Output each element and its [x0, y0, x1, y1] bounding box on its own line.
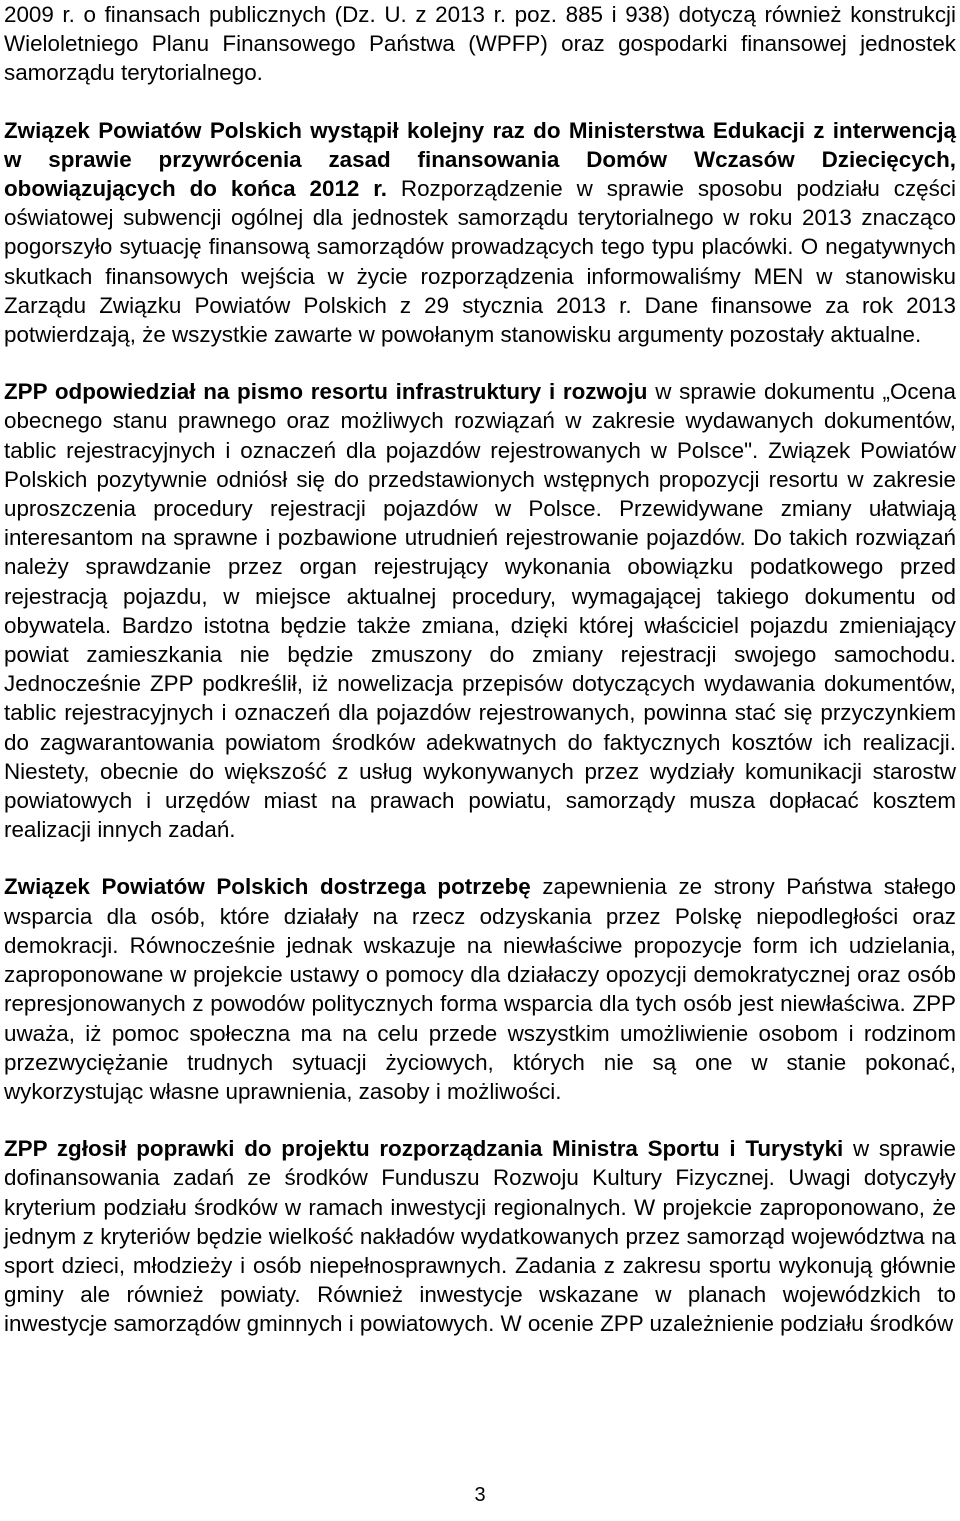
paragraph-rejestracja-pojazdow — [4, 377, 956, 844]
paragraph-text: Rozporządzenie w sprawie sposobu podziału części oświatowej subwencji ogólnej dla jednostek samorządu terytorialnego w roku 2013 znacząco pogorszyło sytuację finansową samorządów prowadzących tego typu placówki. O negatywnych skutkach finansowych wejścia w życie rozporządzenia informowaliśmy MEN w stanowisku Zarządu Związku Powiatów Polskich z 29 stycznia 2013 r. Dane finansowe za rok 2013 potwierdzają, że wszystkie zawarte w powołanym stanowisku argumenty pozostały aktualne. — [4, 176, 956, 348]
paragraph-lead: ZPP zgłosił poprawki do projektu rozporządzania Ministra Sportu i Turystyki — [4, 1136, 844, 1162]
page-number: 3 — [474, 1484, 486, 1506]
paragraph-sport-turystyka — [4, 1134, 956, 1338]
paragraph-opozycja-demokratyczna — [4, 872, 956, 1106]
paragraph-text: w sprawie dofinansowania zadań ze środków Funduszu Rozwoju Kultury Fizycznej. Uwagi dotyczyły kryterium podziału środków w ramach inwestycji regionalnych. W projekcie zaproponowano, że jednym z kryteriów będzie wielkość nakładów wydatkowanych przez samorząd województwa na sport dzieci, młodzieży i osób niepełnosprawnych. Zadania z zakresu sportu wykonują głównie gminy ale również powiaty. Również inwestycje wskazane w planach wojewódzkich to inwestycje samorządów gminnych i powiatowych. W ocenie ZPP uzależnienie podziału środków — [4, 1136, 956, 1337]
paragraph-text: zapewnienia ze strony Państwa stałego wsparcia dla osób, które działały na rzecz odzyskania przez Polskę niepodległości oraz demokracji. Równocześnie jednak wskazuje na niewłaściwe propozycje form ich udzielania, zaproponowane w projekcie ustawy o pomocy dla działaczy opozycji demokratycznej oraz osób represjonowanych z powodów politycznych forma wsparcia dla tych osób jest niewłaściwa. ZPP uważa, iż pomoc społeczna ma na celu przede wszystkim umożliwienie osobom i rodzinom przezwyciężanie trudnych sytuacji życiowych, których nie są one w stanie pokonać, wykorzystując własne uprawnienia, zasoby i możliwości. — [4, 874, 956, 1104]
paragraph-wpfp — [4, 0, 956, 88]
paragraph-text: 2009 r. o finansach publicznych (Dz. U. z 2013 r. poz. 885 i 938) dotyczą również konstrukcji Wieloletniego Planu Finansowego Państwa (WPFP) oraz gospodarki finansowej jednostek samorządu terytorialnego. — [4, 2, 956, 86]
paragraph-text: w sprawie dokumentu „Ocena obecnego stanu prawnego oraz możliwych rozwiązań w zakresie wydawanych dokumentów, tablic rejestracyjnych i oznaczeń dla pojazdów rejestrowanych w Polsce". Związek Powiatów Polskich pozytywnie odniósł się do przedstawionych wstępnych propozycji resortu w zakresie uproszczenia procedury rejestracji pojazdów w Polsce. Przewidywane zmiany ułatwiają interesantom na sprawne i pozbawione utrudnień rejestrowanie pojazdów. Do takich rozwiązań należy sprawdzanie przez organ rejestrujący wykonania obowiązku podatkowego przed rejestracją pojazdu, w miejsce aktualnej procedury, wymagającej takiego dokumentu od obywatela. Bardzo istotna będzie także zmiana, dzięki której właściciel pojazdu zmieniający powiat zamieszkania nie będzie zmuszony do zmiany rejestracji swojego samochodu. Jednocześnie ZPP podkreślił, iż nowelizacja przepisów dotyczących wydawania dokumentów, tablic rejestracyjnych i oznaczeń dla pojazdów rejestrowanych, powinna stać się przyczynkiem do zagwarantowania powiatom środków adekwatnych do faktycznych kosztów ich realizacji. Niestety, obecnie do większość z usług wykonywanych przez wydziały komunikacji starostw powiatowych i urzędów miast na prawach powiatu, samorządy musza dopłacać kosztem realizacji innych zadań. — [4, 379, 956, 843]
paragraph-domy-wczasow — [4, 116, 956, 350]
paragraph-lead: Związek Powiatów Polskich wystąpił kolejny raz do Ministerstwa Edukacji z interwencją w sprawie przywrócenia zasad finansowania Domów Wczasów Dziecięcych, obowiązujących do końca 2012 r. — [4, 117, 956, 202]
paragraph-lead: ZPP odpowiedział na pismo resortu infrastruktury i rozwoju — [4, 379, 648, 405]
document-page — [4, 0, 956, 1339]
paragraph-lead: Związek Powiatów Polskich dostrzega potrzebę — [4, 874, 531, 900]
